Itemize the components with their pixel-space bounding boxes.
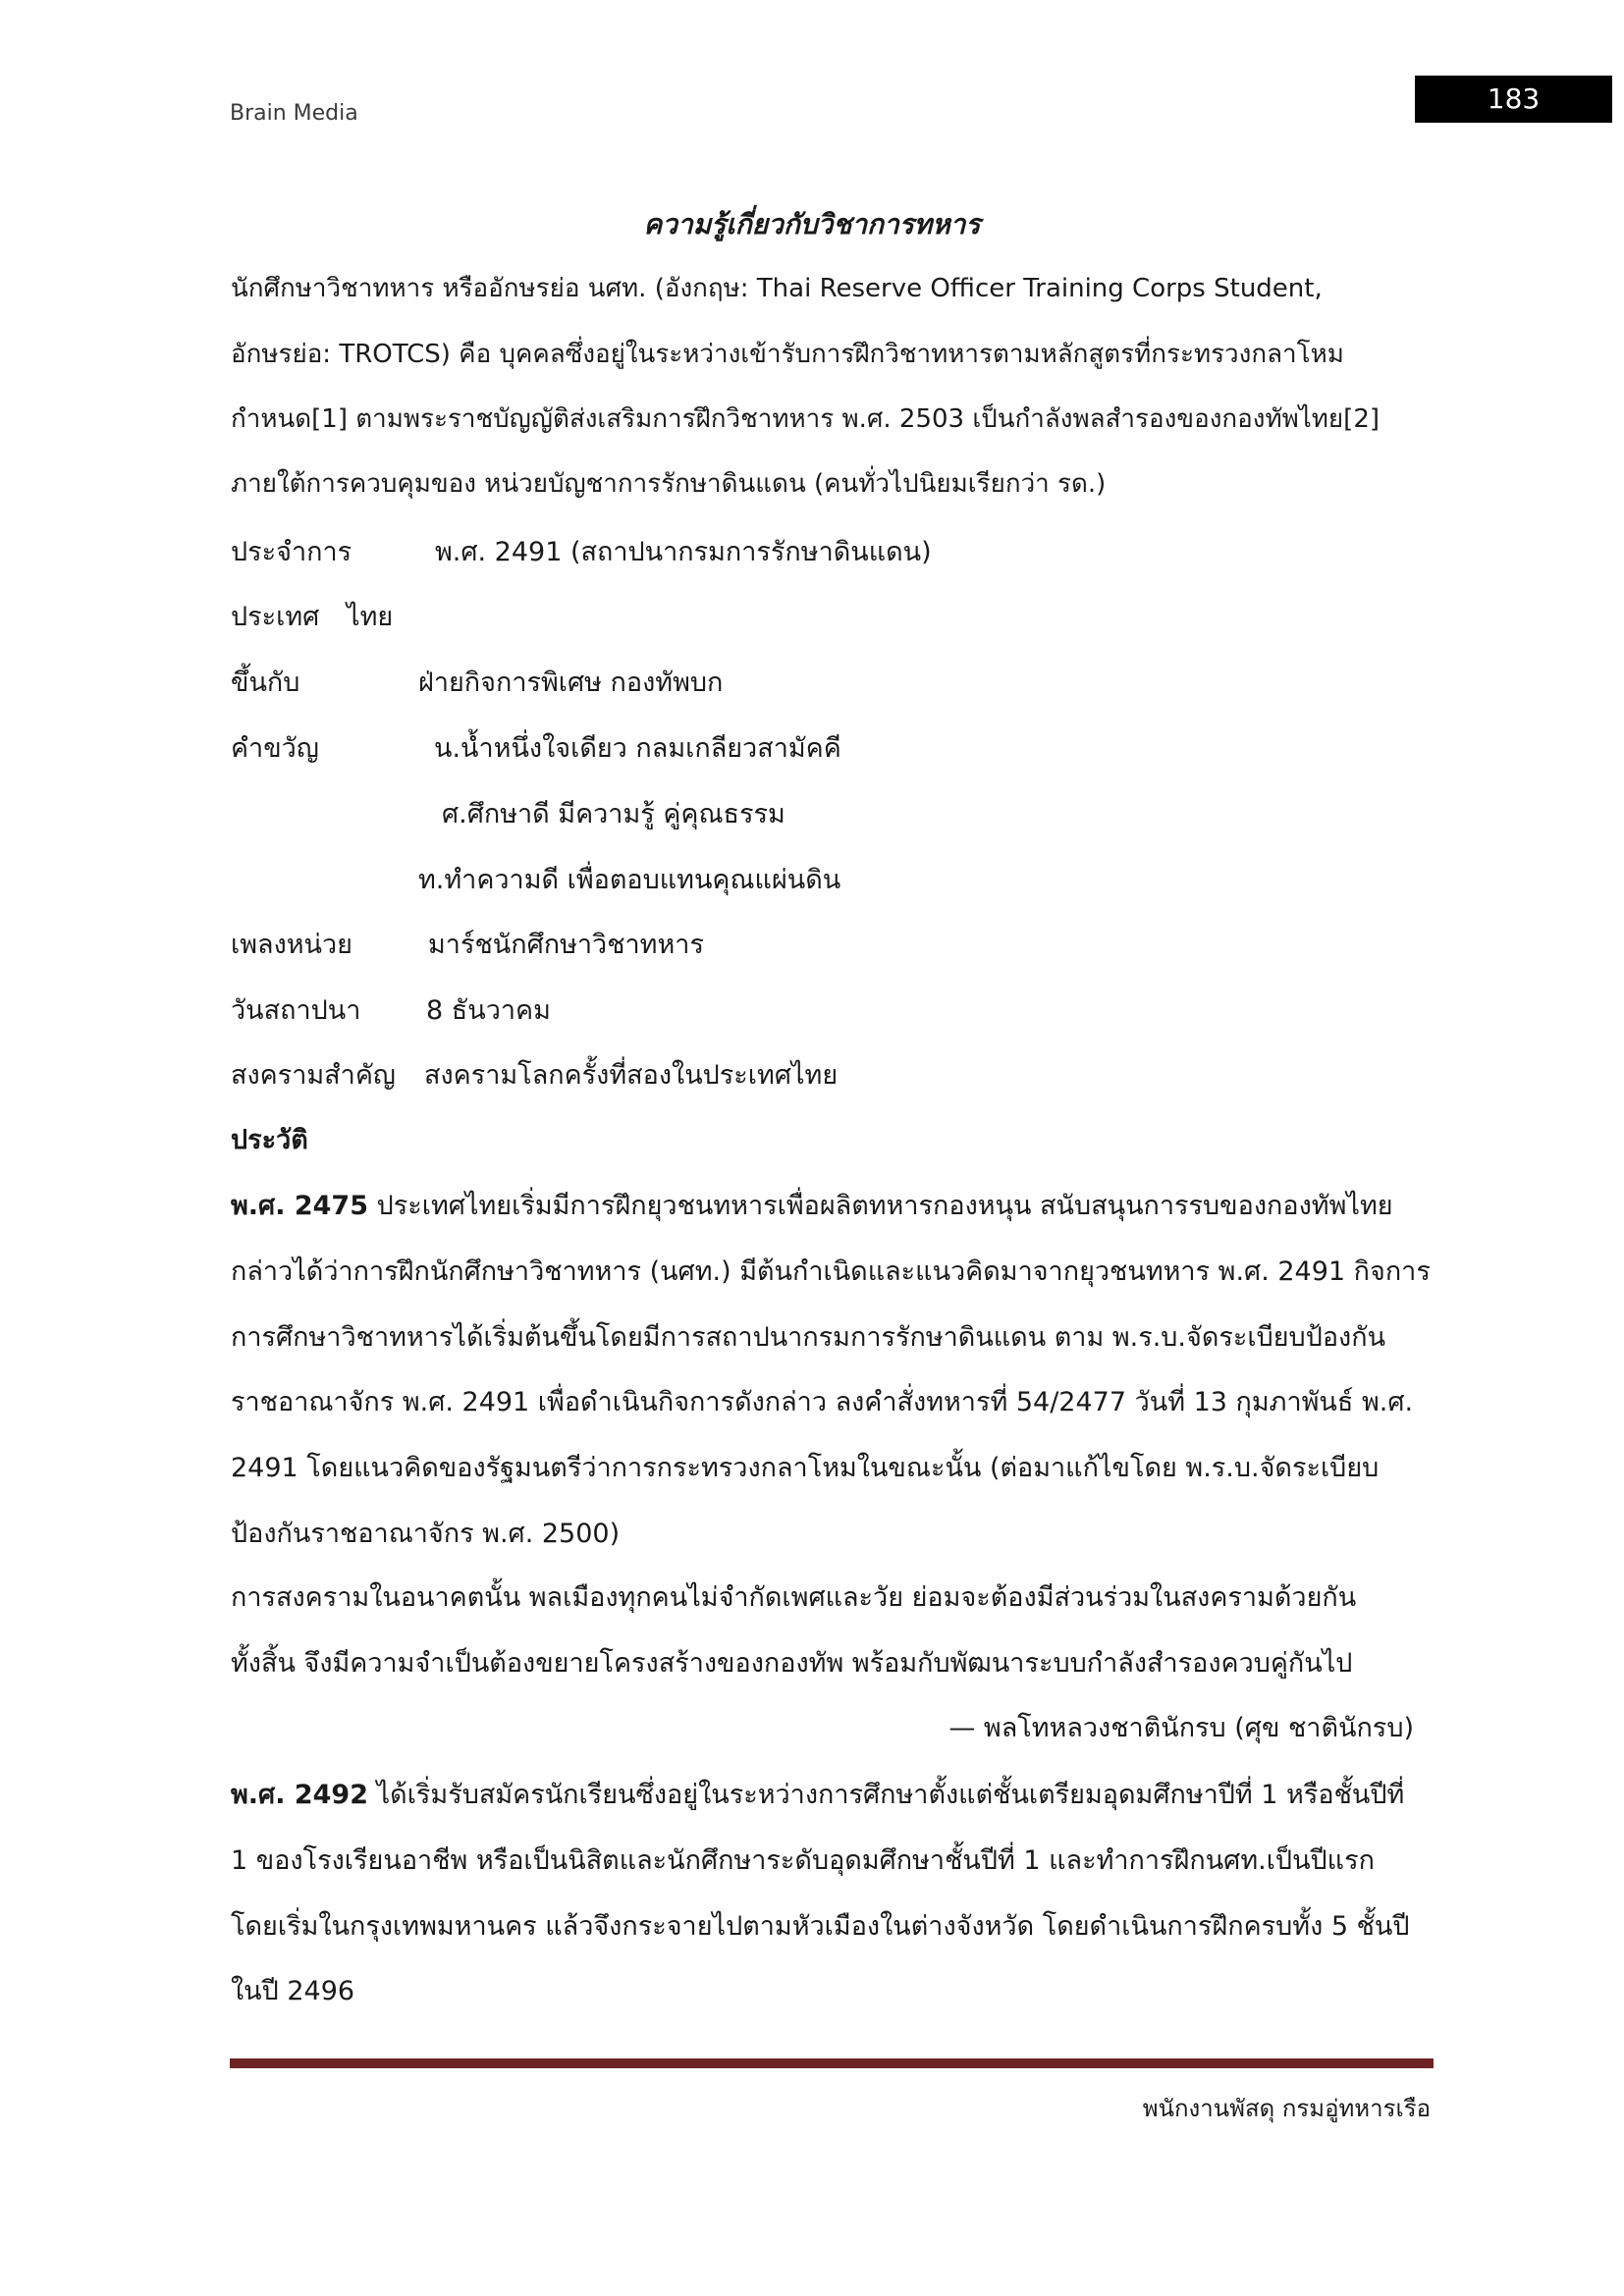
- history-paragraph-line: โดยเริ่มในกรุงเทพมหานคร แล้วจึงกระจายไปตามหัวเมืองในต่างจังหวัด โดยดำเนินการฝึกครบทั้ง 5 ชั้นปี: [231, 1911, 1410, 1942]
- war-value: สงครามโลกครั้งที่สองในประเทศไทย: [424, 1060, 839, 1091]
- quote-line: ทั้งสิ้น จึงมีความจำเป็นต้องขยายโครงสร้างของกองทัพ พร้อมกับพัฒนาระบบกำลังสำรองควบคู่กันไป: [231, 1648, 1353, 1679]
- history-paragraph-line: [231, 1184, 1393, 1226]
- intro-line: นักศึกษาวิชาทหาร หรืออักษรย่อ นศท. (อังกฤษ: Thai Reserve Officer Training Corps Student,: [231, 274, 1323, 303]
- footer-text: พนักงานพัสดุ กรมอู่ทหารเรือ: [1142, 2095, 1431, 2122]
- country-label: ประเทศ: [231, 602, 320, 632]
- day-value: 8 ธันวาคม: [426, 995, 551, 1026]
- day-label: วันสถาปนา: [231, 995, 361, 1026]
- history-paragraph-line: ป้องกันราชอาณาจักร พ.ศ. 2500): [231, 1519, 621, 1549]
- under-label: ขึ้นกับ: [231, 667, 300, 698]
- history-year: พ.ศ. 2492: [231, 1780, 368, 1810]
- history-paragraph-line: [231, 1773, 1404, 1815]
- quote-line: การสงครามในอนาคตนั้น พลเมืองทุกคนไม่จำกัดเพศและวัย ย่อมจะต้องมีส่วนร่วมในสงครามด้วยกัน: [231, 1582, 1357, 1613]
- history-text: ประเทศไทยเริ่มมีการฝึกยุวชนทหารเพื่อผลิตทหารกองหนุน สนับสนุนการรบของกองทัพไทย: [368, 1191, 1393, 1221]
- intro-line: ภายใต้การควบคุมของ หน่วยบัญชาการรักษาดินแดน (คนทั่วไปนิยมเรียกว่า รด.): [231, 469, 1107, 499]
- founded-value: พ.ศ. 2491 (สถาปนากรมการรักษาดินแดน): [435, 537, 932, 567]
- header-brand: Brain Media: [230, 101, 358, 126]
- motto-line: ศ.ศึกษาดี มีความรู้ คู่คุณธรรม: [442, 799, 785, 829]
- motto-line: น.น้ำหนึ่งใจเดียว กลมเกลียวสามัคคี: [434, 733, 841, 764]
- motto-line: ท.ทำความดี เพื่อตอบแทนคุณแผ่นดิน: [418, 865, 841, 895]
- under-value: ฝ่ายกิจการพิเศษ กองทัพบก: [418, 667, 724, 698]
- history-paragraph-line: ในปี 2496: [231, 1976, 355, 2006]
- history-paragraph-line: 1 ของโรงเรียนอาชีพ หรือเป็นนิสิตและนักศึกษาระดับอุดมศึกษาชั้นปีที่ 1 และทำการฝึกนศท.เป็นปีแรก: [231, 1845, 1375, 1876]
- intro-line: กำหนด[1] ตามพระราชบัญญัติส่งเสริมการฝึกวิชาทหาร พ.ศ. 2503 เป็นกำลังพลสำรองของกองทัพไทย[2]: [231, 404, 1380, 434]
- history-paragraph-line: ราชอาณาจักร พ.ศ. 2491 เพื่อดำเนินกิจการดังกล่าว ลงคำสั่งทหารที่ 54/2477 วันที่ 13 กุมภาพันธ์ พ.ศ.: [231, 1387, 1414, 1417]
- footer-rule: [230, 2058, 1434, 2068]
- motto-label: คำขวัญ: [231, 733, 319, 764]
- history-paragraph-line: 2491 โดยแนวคิดของรัฐมนตรีว่าการกระทรวงกลาโหมในขณะนั้น (ต่อมาแก้ไขโดย พ.ร.บ.จัดระเบียบ: [231, 1453, 1380, 1483]
- founded-label: ประจำการ: [231, 537, 352, 567]
- quote-attribution: — พลโทหลวงชาตินักรบ (ศุข ชาตินักรบ): [948, 1713, 1414, 1743]
- war-label: สงครามสำคัญ: [231, 1060, 396, 1091]
- history-heading: ประวัติ: [231, 1125, 308, 1155]
- history-paragraph-line: กล่าวได้ว่าการฝึกนักศึกษาวิชาทหาร (นศท.) มีต้นกำเนิดและแนวคิดมาจากยุวชนทหาร พ.ศ. 2491 กิจการ: [231, 1256, 1431, 1287]
- intro-line: อักษรย่อ: TROTCS) คือ บุคคลซึ่งอยู่ในระหว่างเข้ารับการฝึกวิชาทหารตามหลักสูตรที่กระทรวงกลาโหม: [231, 340, 1344, 369]
- country-value: ไทย: [347, 602, 394, 632]
- history-paragraph-line: การศึกษาวิชาทหารได้เริ่มต้นขึ้นโดยมีการสถาปนากรมการรักษาดินแดน ตาม พ.ร.บ.จัดระเบียบป้องกัน: [231, 1322, 1386, 1353]
- page-title: ความรู้เกี่ยวกับวิชาการทหาร: [643, 208, 981, 240]
- song-value: มาร์ชนักศึกษาวิชาทหาร: [428, 930, 704, 960]
- page-number: 183: [1415, 76, 1612, 123]
- song-label: เพลงหน่วย: [231, 930, 352, 960]
- history-text: ได้เริ่มรับสมัครนักเรียนซึ่งอยู่ในระหว่างการศึกษาตั้งแต่ชั้นเตรียมอุดมศึกษาปีที่ 1 หรือชั้นปีที่: [368, 1780, 1405, 1810]
- history-year: พ.ศ. 2475: [231, 1191, 368, 1221]
